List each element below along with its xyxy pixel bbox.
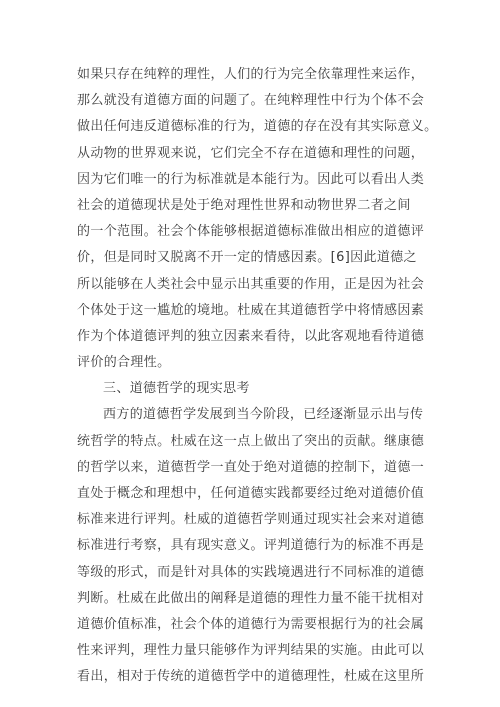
- paragraph-line: 标准来进行评判。杜威的道德哲学则通过现实社会来对道德: [77, 512, 425, 528]
- paragraph-line: 所以能够在人类社会中显示出其重要的作用，正是因为社会: [77, 276, 425, 292]
- paragraph-line: 西方的道德哲学发展到当今阶段，已经逐渐显示出与传: [103, 407, 424, 423]
- paragraph-line: 那么就没有道德方面的问题了。在纯粹理性中行为个体不会: [77, 93, 425, 109]
- paragraph-line: 判断。杜威在此做出的阐释是道德的理性力量不能干扰相对: [77, 590, 425, 606]
- paragraph-line: 等级的形式，而是针对具体的实践境遇进行不同标准的道德: [77, 564, 425, 580]
- paragraph-line: 标准进行考察，具有现实意义。评判道德行为的标准不再是: [77, 538, 425, 554]
- paragraph-line: 价，但是同时又脱离不开一定的情感因素。[6]因此道德之: [77, 250, 417, 266]
- paragraph-line: 看出，相对于传统的道德哲学中的道德理性，杜威在这里所: [77, 669, 425, 685]
- body-text: [77, 62, 437, 691]
- section-heading: 三、道德哲学的现实思考: [103, 381, 250, 397]
- paragraph-line: 社会的道德现状是处于绝对理性世界和动物世界二者之间: [77, 197, 411, 213]
- paragraph-line: 如果只存在纯粹的理性，人们的行为完全依靠理性来运作，: [77, 67, 425, 82]
- paragraph-line: 直处于概念和理想中，任何道德实践都要经过绝对道德价值: [77, 486, 425, 501]
- paragraph-line: 道德价值标准，社会个体的道德行为需要根据行为的社会属: [77, 616, 425, 632]
- paragraph-line: 性来评判，理性力量只能够作为评判结果的实施。由此可以: [77, 643, 425, 659]
- paragraph-line: 从动物的世界观来说，它们完全不存在道德和理性的问题，: [77, 145, 425, 161]
- paragraph-line: 统哲学的特点。杜威在这一点上做出了突出的贡献。继康德: [77, 433, 425, 449]
- paragraph-line: 作为个体道德评判的独立因素来看待，以此客观地看待道德: [77, 328, 425, 344]
- paragraph-line: 因为它们唯一的行为标准就是本能行为。因此可以看出人类: [77, 171, 425, 187]
- paragraph-line: 的哲学以来，道德哲学一直处于绝对道德的控制下，道德一: [77, 459, 425, 475]
- paragraph-line: 的一个范围。社会个体能够根据道德标准做出相应的道德评: [77, 224, 425, 240]
- paragraph-line: 个体处于这一尴尬的境地。杜威在其道德哲学中将情感因素: [77, 302, 425, 318]
- paragraph-line: 评价的合理性。: [77, 355, 171, 371]
- paragraph-line: 做出任何违反道德标准的行为，道德的存在没有其实际意义。: [77, 119, 438, 135]
